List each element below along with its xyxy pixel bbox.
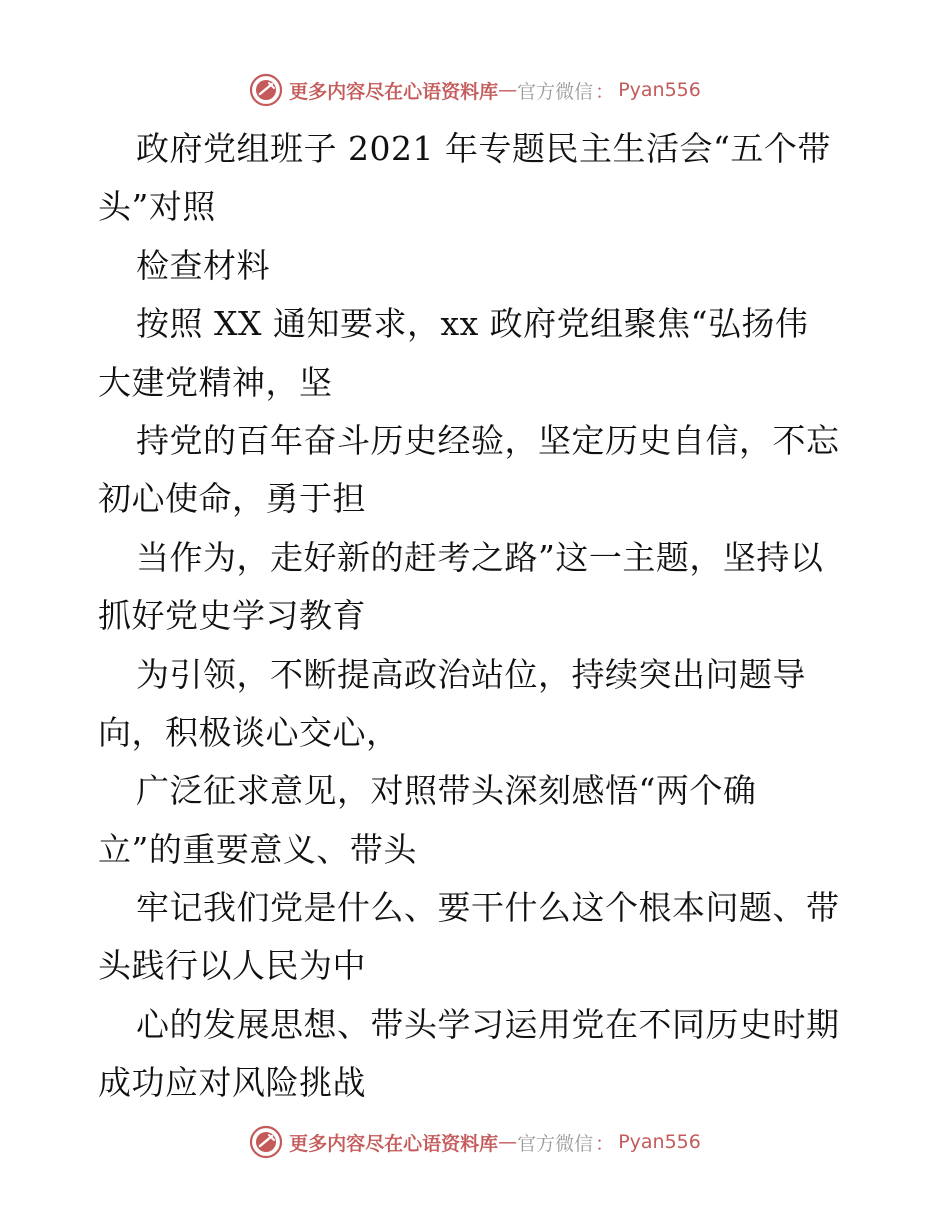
document-line: 立”的重要意义、带头 xyxy=(98,829,417,869)
document-line: 初心使命，勇于担 xyxy=(98,479,366,519)
watermark-wechat-id: Pyan556 xyxy=(618,1131,701,1153)
document-line: 按照 XX 通知要求，xx 政府党组聚焦“弘扬伟 xyxy=(136,304,809,344)
document-line: 广泛征求意见，对照带头深刻感悟“两个确 xyxy=(136,771,757,811)
red-seal-logo-icon xyxy=(249,73,283,107)
watermark-separator: ： xyxy=(595,80,615,103)
document-line: 检查材料 xyxy=(136,245,270,285)
watermark-dash: — xyxy=(498,1131,518,1153)
watermark-official-label: 官方微信 xyxy=(517,1132,594,1155)
document-line: 头践行以人民为中 xyxy=(98,946,366,986)
document-line: 头”对照 xyxy=(98,187,216,227)
document-body xyxy=(98,120,858,1113)
footer-watermark xyxy=(0,1122,950,1162)
document-line: 心的发展思想、带头学习运用党在不同历史时期 xyxy=(136,1004,840,1044)
document-line: 抓好党史学习教育 xyxy=(98,596,366,636)
watermark-main-text: 更多内容尽在心语资料库 xyxy=(289,80,499,103)
document-line: 政府党组班子 2021 年专题民主生活会“五个带 xyxy=(136,129,831,168)
watermark-dash: — xyxy=(498,79,518,101)
document-line: 持党的百年奋斗历史经验，坚定历史自信，不忘 xyxy=(136,420,840,460)
document-line: 当作为，走好新的赶考之路”这一主题，坚持以 xyxy=(136,537,824,577)
watermark-main-text: 更多内容尽在心语资料库 xyxy=(289,1132,499,1155)
watermark-official-label: 官方微信 xyxy=(517,80,594,103)
header-watermark xyxy=(0,70,950,110)
red-seal-logo-icon xyxy=(249,1125,283,1159)
document-line: 牢记我们党是什么、要干什么这个根本问题、带 xyxy=(136,888,840,928)
watermark-wechat-id: Pyan556 xyxy=(618,79,701,101)
document-line: 向，积极谈心交心， xyxy=(98,712,400,752)
watermark-separator: ： xyxy=(595,1132,615,1155)
document-line: 成功应对风险挑战 xyxy=(98,1063,366,1103)
document-line: 大建党精神，坚 xyxy=(98,362,333,402)
document-line: 为引领，不断提高政治站位，持续突出问题导 xyxy=(136,654,806,694)
